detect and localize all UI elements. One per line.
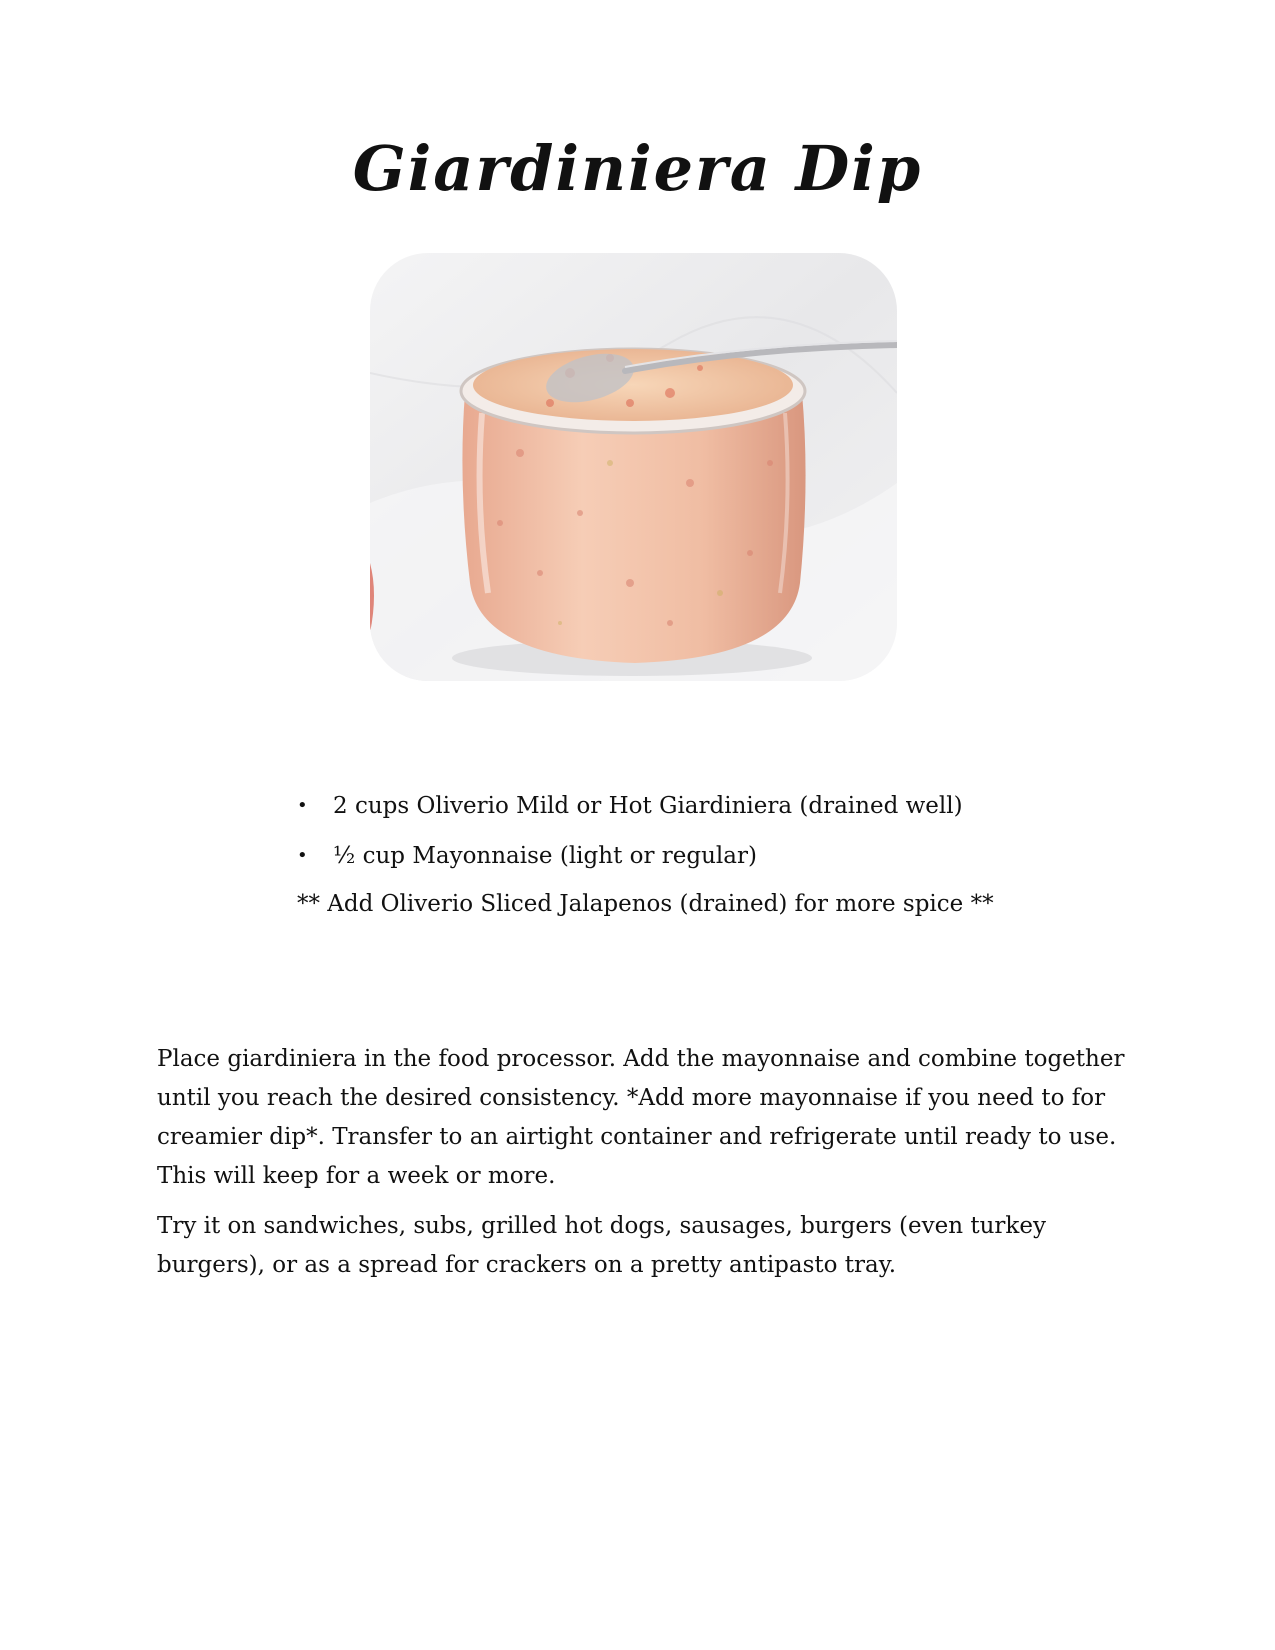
directions <box>157 1040 1137 1296</box>
bullet-icon: • <box>297 795 308 816</box>
ingredient-list <box>297 788 1097 888</box>
ingredient-text: 2 cups Oliverio Mild or Hot Giardiniera (drained well) <box>333 793 963 819</box>
serving-suggestions: Try it on sandwiches, subs, grilled hot dogs, sausages, burgers (even turkey burgers), or as a spread for crackers on a pretty antipasto tray. <box>157 1213 1046 1278</box>
dip-jar-photo <box>370 253 897 681</box>
bullet-icon: • <box>297 845 308 866</box>
recipe-title: Giardiniera Dip <box>352 132 923 205</box>
directions-paragraph: Place giardiniera in the food processor. Add the mayonnaise and combine together until you reach the desired consistency. *Add more mayonnaise if you need to for creamier dip*. Transfer to an airtight container and refrigerate until ready to use. This will keep for a week or more. <box>157 1046 1125 1189</box>
dip-jar-illustration <box>370 253 897 681</box>
ingredient-item <box>297 838 1097 888</box>
ingredient-text: ½ cup Mayonnaise (light or regular) <box>333 843 757 869</box>
spice-note: ** Add Oliverio Sliced Jalapenos (drained) for more spice ** <box>297 891 994 917</box>
ingredient-item <box>297 788 1097 838</box>
